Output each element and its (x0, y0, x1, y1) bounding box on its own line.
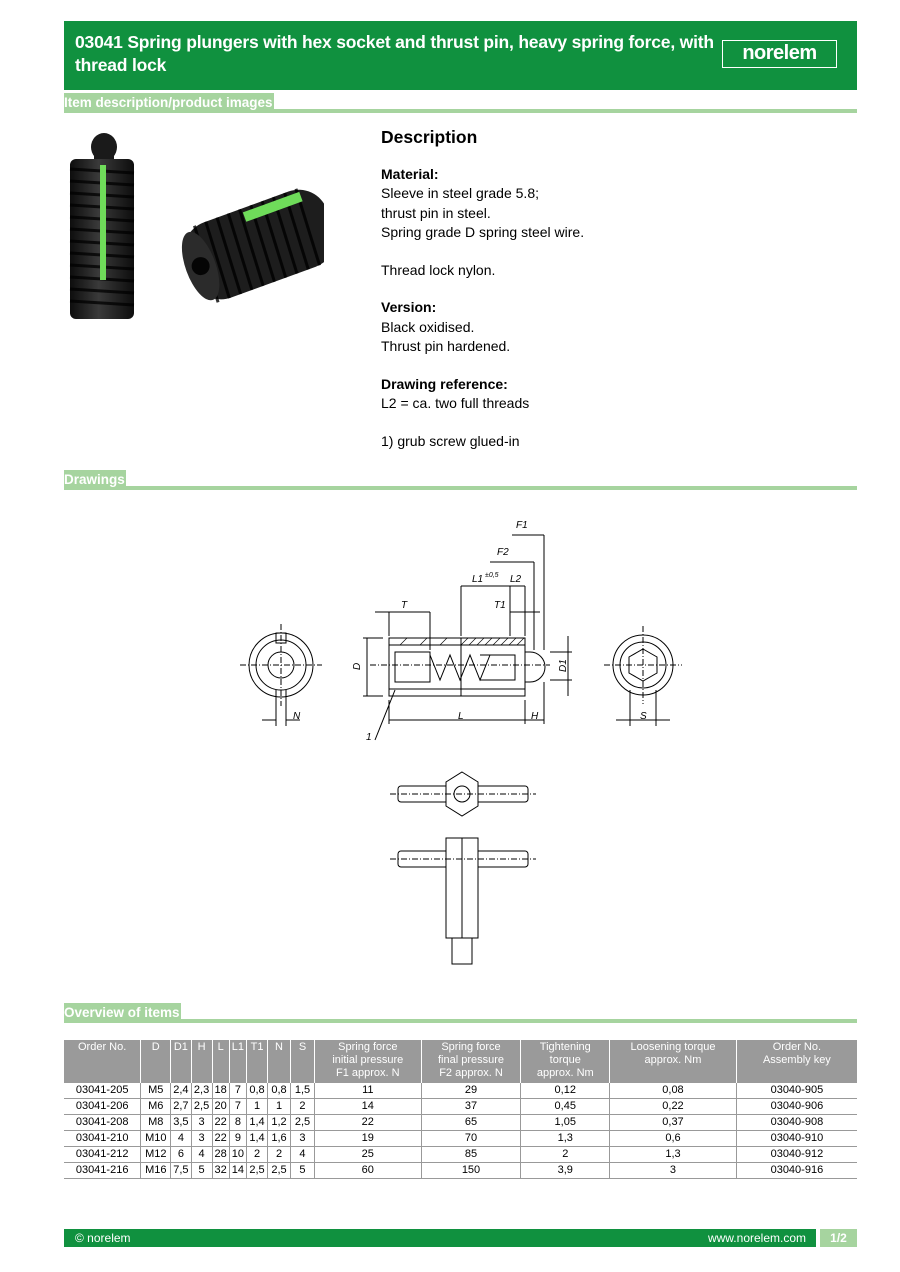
column-header: Tightening torque approx. Nm (521, 1040, 610, 1083)
copyright: © norelem (75, 1231, 131, 1245)
version-label: Version: (381, 299, 437, 315)
table-cell: 22 (212, 1131, 229, 1147)
table-cell: 7 (229, 1083, 246, 1099)
column-header: D (141, 1040, 171, 1083)
table-cell: 03040-905 (736, 1083, 857, 1099)
column-header: L (212, 1040, 229, 1083)
table-row (64, 1099, 857, 1115)
label-S: S (640, 711, 647, 722)
section-overview (64, 1003, 857, 1023)
table-cell: 0,12 (521, 1083, 610, 1099)
table-cell: 0,6 (610, 1131, 737, 1147)
section-divider (64, 1019, 857, 1023)
technical-drawing (230, 510, 690, 980)
label-L1: L1 (472, 574, 484, 585)
label-L1-tolerance: ±0,5 (485, 572, 499, 579)
table-row (64, 1115, 857, 1131)
table-cell: 85 (421, 1147, 521, 1163)
table-cell: 11 (314, 1083, 421, 1099)
table-cell: M8 (141, 1115, 171, 1131)
table-cell: 5 (191, 1163, 212, 1179)
table-cell: 03040-916 (736, 1163, 857, 1179)
drawing-reference-paragraph (381, 375, 851, 414)
section-label: Overview of items (64, 1005, 180, 1020)
table-cell: 2,3 (191, 1083, 212, 1099)
label-reference-1: 1 (366, 732, 372, 743)
page-number: 1/2 (820, 1229, 857, 1247)
table-cell: M16 (141, 1163, 171, 1179)
table-cell: 1,4 (247, 1115, 268, 1131)
label-T1: T1 (494, 600, 506, 611)
material-line: Sleeve in steel grade 5.8; (381, 185, 539, 201)
section-drawings (64, 470, 857, 490)
footer-bar (64, 1229, 816, 1247)
table-cell: 2,5 (191, 1099, 212, 1115)
table-cell: 7,5 (171, 1163, 191, 1179)
table-cell: M6 (141, 1099, 171, 1115)
table-cell: 25 (314, 1147, 421, 1163)
table-cell: 9 (229, 1131, 246, 1147)
table-cell: 2,5 (291, 1115, 315, 1131)
column-header: L1 (229, 1040, 246, 1083)
table-cell: 5 (291, 1163, 315, 1179)
column-header: Spring force initial pressure F1 approx. N (314, 1040, 421, 1083)
table-cell: 3 (610, 1163, 737, 1179)
table-cell: 60 (314, 1163, 421, 1179)
page-footer (64, 1229, 857, 1247)
label-F2: F2 (497, 547, 509, 558)
section-item-description (64, 93, 857, 113)
version-paragraph (381, 298, 851, 357)
label-N: N (293, 711, 301, 722)
table-cell: 03040-910 (736, 1131, 857, 1147)
table-cell: 2,7 (171, 1099, 191, 1115)
label-F1: F1 (516, 520, 528, 531)
column-header: D1 (171, 1040, 191, 1083)
table-cell: 3 (191, 1115, 212, 1131)
column-header: H (191, 1040, 212, 1083)
table-cell: 22 (314, 1115, 421, 1131)
table-cell: 1,05 (521, 1115, 610, 1131)
table-cell: 0,08 (610, 1083, 737, 1099)
column-header: T1 (247, 1040, 268, 1083)
version-line: Black oxidised. (381, 318, 475, 335)
table-cell: 8 (229, 1115, 246, 1131)
norelem-logo: norelem (722, 40, 837, 68)
section-label: Item description/product images (64, 95, 273, 110)
material-line: thrust pin in steel. (381, 204, 491, 221)
table-cell: 3,5 (171, 1115, 191, 1131)
page-title: 03041 Spring plungers with hex socket and thrust pin, heavy spring force, with thread lock (75, 32, 714, 75)
table-cell: 2,4 (171, 1083, 191, 1099)
drawing-reference-line: L2 = ca. two full threads (381, 395, 530, 411)
material-paragraph (381, 165, 851, 243)
table-cell: 14 (314, 1099, 421, 1115)
table-cell: 1,3 (610, 1147, 737, 1163)
section-divider (64, 486, 857, 490)
column-header: Order No. Assembly key (736, 1040, 857, 1083)
table-cell: 0,22 (610, 1099, 737, 1115)
page-header (64, 21, 857, 90)
table-cell: 03041-210 (64, 1131, 141, 1147)
table-cell: 4 (191, 1147, 212, 1163)
table-cell: 1 (268, 1099, 291, 1115)
column-header: Order No. (64, 1040, 141, 1083)
material-label: Material: (381, 165, 439, 182)
column-header: N (268, 1040, 291, 1083)
column-header: Spring force final pressure F2 approx. N (421, 1040, 521, 1083)
table-cell: 4 (291, 1147, 315, 1163)
table-cell: 32 (212, 1163, 229, 1179)
label-D: D (352, 662, 363, 670)
thread-lock-text: Thread lock nylon. (381, 261, 496, 278)
table-cell: 10 (229, 1147, 246, 1163)
table-cell: 03041-216 (64, 1163, 141, 1179)
table-cell: 03041-212 (64, 1147, 141, 1163)
table-row (64, 1147, 857, 1163)
table-cell: 03040-912 (736, 1147, 857, 1163)
label-H: H (531, 711, 539, 722)
table-body (64, 1083, 857, 1179)
table-cell: 70 (421, 1131, 521, 1147)
label-L: L (458, 711, 464, 722)
table-cell: 03041-205 (64, 1083, 141, 1099)
label-T: T (401, 600, 408, 611)
table-cell: 22 (212, 1115, 229, 1131)
table-cell: 14 (229, 1163, 246, 1179)
table-row (64, 1131, 857, 1147)
drawing-reference-label: Drawing reference: (381, 375, 508, 392)
table-cell: 18 (212, 1083, 229, 1099)
table-cell: 1,2 (268, 1115, 291, 1131)
table-cell: 2 (291, 1099, 315, 1115)
table-cell: 1,4 (247, 1131, 268, 1147)
product-image (64, 125, 324, 325)
table-cell: 1,5 (291, 1083, 315, 1099)
table-cell: 150 (421, 1163, 521, 1179)
table-cell: 3,9 (521, 1163, 610, 1179)
table-cell: 7 (229, 1099, 246, 1115)
thread-lock-strip-icon (100, 165, 106, 280)
table-cell: 1,3 (521, 1131, 610, 1147)
table-cell: 0,8 (247, 1083, 268, 1099)
table-cell: 4 (171, 1131, 191, 1147)
table-cell: 03041-206 (64, 1099, 141, 1115)
footnote: 1) grub screw glued-in (381, 432, 520, 449)
table-cell: 0,8 (268, 1083, 291, 1099)
table-cell: 20 (212, 1099, 229, 1115)
table-cell: 0,37 (610, 1115, 737, 1131)
version-line: Thrust pin hardened. (381, 338, 511, 354)
table-cell: 3 (191, 1131, 212, 1147)
table-cell: 03040-908 (736, 1115, 857, 1131)
description-block (381, 128, 851, 469)
items-table (64, 1040, 857, 1179)
table-cell: 3 (291, 1131, 315, 1147)
table-cell: 1,6 (268, 1131, 291, 1147)
description-heading: Description (381, 127, 478, 147)
table-cell: 37 (421, 1099, 521, 1115)
table-cell: 28 (212, 1147, 229, 1163)
column-header: S (291, 1040, 315, 1083)
table-cell: 2 (521, 1147, 610, 1163)
table-header (64, 1040, 857, 1083)
table-cell: 03040-906 (736, 1099, 857, 1115)
table-cell: 0,45 (521, 1099, 610, 1115)
table-cell: M12 (141, 1147, 171, 1163)
label-D1: D1 (558, 659, 569, 672)
table-row (64, 1083, 857, 1099)
table-cell: 19 (314, 1131, 421, 1147)
label-L2: L2 (510, 574, 522, 585)
table-cell: 65 (421, 1115, 521, 1131)
table-cell: 2 (268, 1147, 291, 1163)
table-cell: 2,5 (247, 1163, 268, 1179)
table-cell: M5 (141, 1083, 171, 1099)
table-cell: 2 (247, 1147, 268, 1163)
table-cell: 2,5 (268, 1163, 291, 1179)
table-cell: M10 (141, 1131, 171, 1147)
table-cell: 29 (421, 1083, 521, 1099)
material-line: Spring grade D spring steel wire. (381, 224, 585, 240)
table-cell: 1 (247, 1099, 268, 1115)
website-link[interactable]: www.norelem.com (707, 1231, 806, 1245)
table-cell: 03041-208 (64, 1115, 141, 1131)
section-label: Drawings (64, 472, 125, 487)
table-row (64, 1163, 857, 1179)
table-cell: 6 (171, 1147, 191, 1163)
column-header: Loosening torque approx. Nm (610, 1040, 737, 1083)
